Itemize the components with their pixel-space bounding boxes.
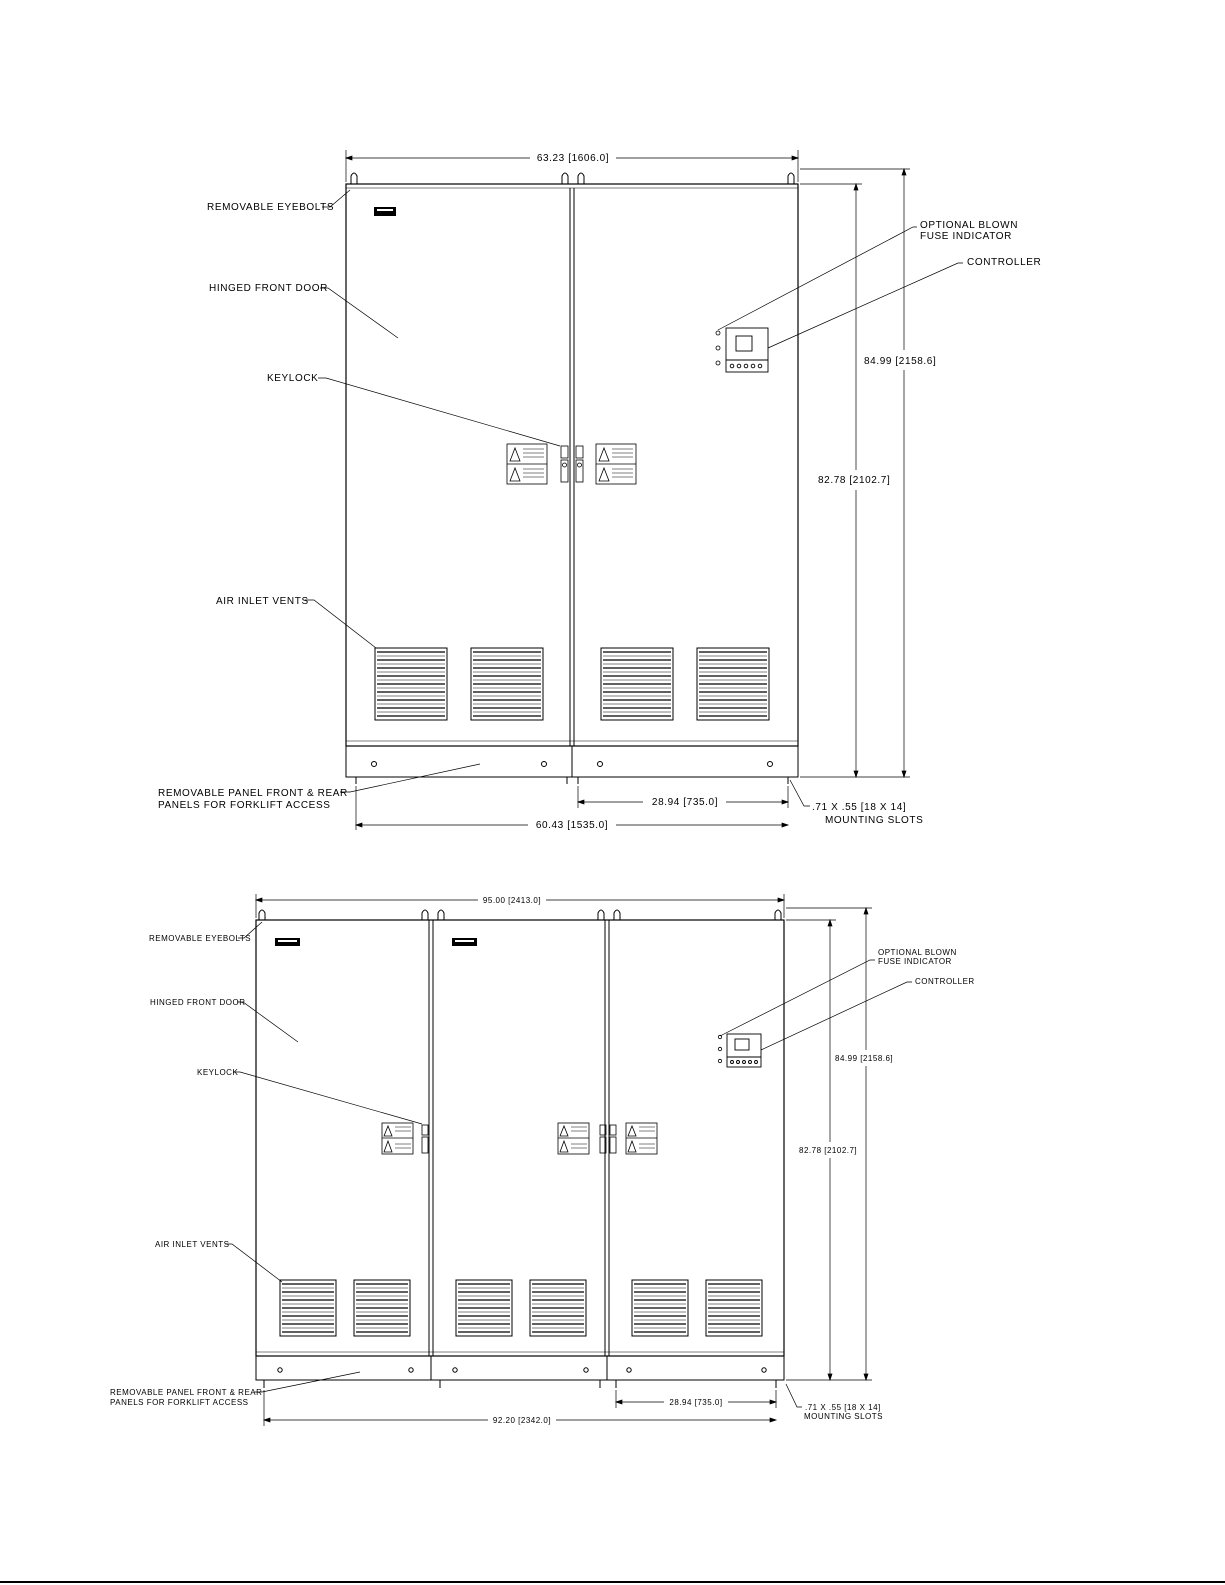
right-door bbox=[609, 923, 781, 1352]
three-section-cabinet-elevation bbox=[110, 894, 975, 1426]
air-vents-callout: AIR INLET VENTS bbox=[155, 1240, 230, 1249]
overall-height-dimension bbox=[786, 908, 872, 1380]
mounting-slot-label-line1: .71 X .55 [18 X 14] bbox=[805, 1403, 881, 1412]
cabinet-height-label: 82.78 [2102.7] bbox=[799, 1146, 858, 1155]
front-door-callout: HINGED FRONT DOOR bbox=[150, 998, 246, 1007]
overall-height-dimension bbox=[800, 169, 910, 777]
overall-height-label: 84.99 [2158.6] bbox=[864, 356, 937, 367]
fuse-callout-line1: OPTIONAL BLOWN bbox=[878, 948, 957, 957]
fuse-indicator-lights bbox=[718, 1035, 721, 1062]
forklift-base bbox=[256, 1356, 784, 1388]
base-width-label: 60.43 [1535.0] bbox=[535, 820, 609, 831]
keylock bbox=[422, 1125, 616, 1153]
mounting-slot-label-line2: MOUNTING SLOTS bbox=[825, 815, 924, 826]
fuse-callout-line2: FUSE INDICATOR bbox=[920, 231, 1012, 242]
keylock-callout: KEYLOCK bbox=[197, 1068, 239, 1077]
eyebolts bbox=[351, 173, 794, 184]
overall-width-label: 95.00 [2413.0] bbox=[482, 896, 542, 905]
left-door bbox=[349, 188, 570, 741]
overall-width-label: 63.23 [1606.0] bbox=[536, 153, 610, 164]
warning-label-right bbox=[596, 444, 636, 484]
air-inlet-vents bbox=[280, 1280, 762, 1336]
base-width-label: 92.20 [2342.0] bbox=[492, 1416, 552, 1425]
panel-callout-line1: REMOVABLE PANEL FRONT & REAR bbox=[158, 788, 348, 799]
mounting-spacing-label: 28.94 [735.0] bbox=[651, 797, 719, 808]
callout-leaders bbox=[305, 190, 963, 806]
cabinet-body bbox=[346, 184, 798, 746]
brand-logo bbox=[374, 207, 396, 216]
mounting-slot-label-line2: MOUNTING SLOTS bbox=[804, 1412, 884, 1421]
front-door-callout: HINGED FRONT DOOR bbox=[209, 283, 328, 294]
mounting-slot-label-line1: .71 X .55 [18 X 14] bbox=[812, 802, 907, 813]
controller-callout: CONTROLLER bbox=[915, 977, 975, 986]
fuse-indicator-lights bbox=[716, 331, 720, 365]
mounting-spacing-label: 28.94 [735.0] bbox=[669, 1398, 723, 1407]
right-door bbox=[574, 188, 795, 741]
eyebolts-callout: REMOVABLE EYEBOLTS bbox=[207, 202, 335, 213]
air-inlet-vents bbox=[375, 648, 769, 720]
panel-callout-line1: REMOVABLE PANEL FRONT & REAR bbox=[110, 1388, 263, 1397]
overall-height-label: 84.99 [2158.6] bbox=[835, 1054, 894, 1063]
keylock bbox=[561, 446, 583, 482]
controller bbox=[726, 328, 768, 372]
keylock-callout: KEYLOCK bbox=[267, 373, 319, 384]
fuse-callout-line1: OPTIONAL BLOWN bbox=[920, 220, 1019, 231]
panel-callout-line2: PANELS FOR FORKLIFT ACCESS bbox=[110, 1398, 249, 1407]
eyebolts-callout: REMOVABLE EYEBOLTS bbox=[149, 934, 252, 943]
warning-label-left bbox=[507, 444, 547, 484]
cabinet-height-label: 82.78 [2102.7] bbox=[818, 475, 891, 486]
brand-logo bbox=[275, 938, 477, 946]
controller bbox=[727, 1034, 761, 1067]
center-door bbox=[433, 923, 605, 1352]
two-door-cabinet-elevation bbox=[158, 150, 1041, 831]
cabinet-body bbox=[256, 920, 784, 1356]
panel-callout-line2: PANELS FOR FORKLIFT ACCESS bbox=[158, 800, 331, 811]
left-door bbox=[259, 923, 429, 1352]
eyebolts bbox=[259, 910, 781, 920]
callout-leaders bbox=[225, 922, 912, 1407]
air-vents-callout: AIR INLET VENTS bbox=[216, 596, 309, 607]
fuse-callout-line2: FUSE INDICATOR bbox=[878, 957, 952, 966]
page-bottom-rule bbox=[0, 1581, 1225, 1583]
controller-callout: CONTROLLER bbox=[967, 257, 1042, 268]
